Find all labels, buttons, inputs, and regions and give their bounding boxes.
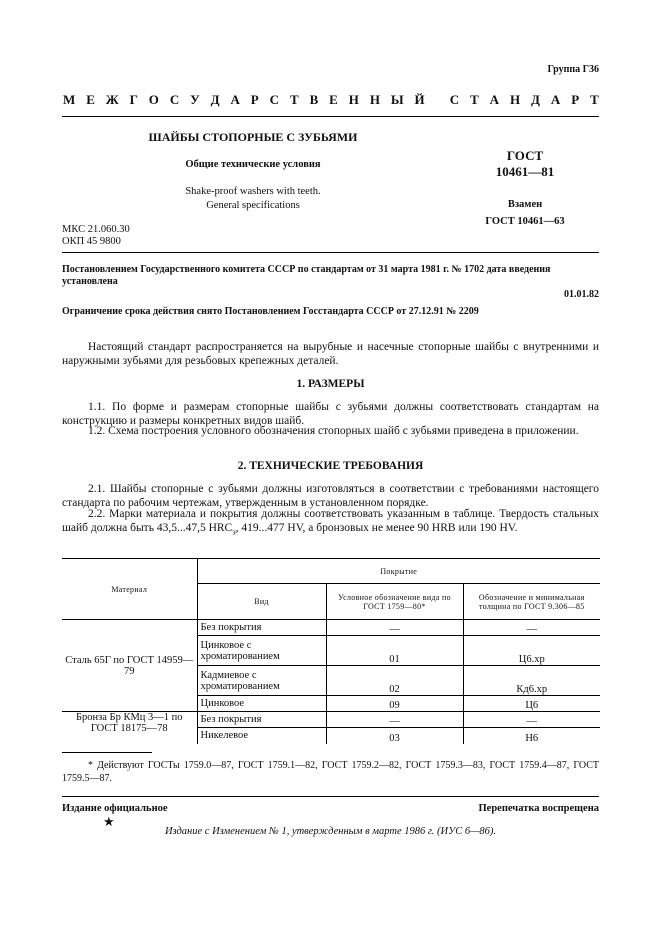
- gost-label: ГОСТ: [506, 148, 544, 163]
- coating-designation: 01: [326, 636, 463, 666]
- coating-kind: Цинковое: [197, 696, 326, 712]
- star-icon: ★: [103, 814, 115, 829]
- banner-letter: С: [169, 92, 180, 107]
- document-subtitle: Общие технические условия: [185, 159, 321, 170]
- document-title: ШАЙБЫ СТОПОРНЫЕ С ЗУБЬЯМИ: [148, 130, 358, 144]
- banner-letter: А: [550, 92, 561, 107]
- banner-letter: Н: [369, 92, 380, 107]
- banner-gap: [436, 92, 439, 108]
- banner-letter: Р: [250, 92, 259, 107]
- paragraph-2-2-text: , 419...477 HV, а бронзовых не менее 90 HRB или 190 HV.: [235, 521, 518, 534]
- divider: [62, 252, 599, 253]
- paragraph-2-1: 2.1. Шайбы стопорные с зубьями должны изготовляться в соответствии с требованиями настоящего стандарта по рабочим чертежам, утвержденным в установленном порядке.: [62, 483, 599, 509]
- coating-kind: Без покрытия: [197, 620, 326, 636]
- banner-letter: Н: [348, 92, 359, 107]
- official-edition: Издание официальное: [62, 803, 168, 814]
- table-row: [62, 712, 600, 728]
- paragraph-2-2-text: 2.2. Марки материала и покрытия должны соответствовать указанным в таблице. Твердость стальных шайб должна быть 43,5...47,5 HRC: [62, 508, 599, 534]
- banner-letter: М: [63, 92, 76, 107]
- coating-designation: —: [326, 712, 463, 728]
- coating-thickness: Н6: [463, 728, 600, 744]
- replaced-label: Взамен: [507, 199, 543, 210]
- table-row: [62, 620, 600, 636]
- coating-designation: 09: [326, 696, 463, 712]
- header-material: Материал: [62, 559, 197, 620]
- header-rule: [62, 116, 599, 117]
- coating-kind: Цинковое с хроматированием: [197, 636, 326, 666]
- coating-kind: Кадмиевое с хроматированием: [197, 666, 326, 696]
- banner-letter: Т: [590, 92, 599, 107]
- header-designation: Условное обозначение вида по ГОСТ 1759—80*: [326, 584, 463, 620]
- paragraph-1-1: 1.1. По форме и размерам стопорные шайбы с зубьями должны соответствовать стандартам на конструкцию и размеры конкретных видов шайб.: [62, 401, 599, 427]
- banner-letter: У: [190, 92, 200, 107]
- coating-kind: Никелевое: [197, 728, 326, 744]
- coating-designation: 03: [326, 728, 463, 744]
- header-coating: Покрытие: [197, 559, 600, 584]
- section-2-title: 2. ТЕХНИЧЕСКИЕ ТРЕБОВАНИЯ: [237, 460, 424, 472]
- coating-thickness: Ц6: [463, 696, 600, 712]
- english-title-line: General specifications: [206, 200, 300, 211]
- standard-banner: [63, 92, 599, 108]
- edition-note: Издание с Изменением № 1, утвержденным в марте 1986 г. (ИУС 6—86).: [164, 826, 497, 837]
- banner-letter: Й: [414, 92, 425, 107]
- section-1-title: 1. РАЗМЕРЫ: [296, 378, 365, 390]
- coating-kind: Без покрытия: [197, 712, 326, 728]
- mks-code: МКС 21.060.30: [62, 224, 130, 235]
- english-title: [62, 185, 444, 213]
- banner-letter: С: [269, 92, 280, 107]
- banner-letter: В: [309, 92, 319, 107]
- hardness-subscript: э: [232, 526, 236, 536]
- coating-designation: 02: [326, 666, 463, 696]
- coating-designation: —: [326, 620, 463, 636]
- footer-rule: [62, 796, 599, 797]
- replaced-standard: [450, 196, 600, 230]
- banner-letter: Т: [289, 92, 299, 107]
- english-title-line: Shake-proof washers with teeth.: [185, 186, 321, 197]
- classification-codes: [62, 224, 130, 248]
- replaced-gost: ГОСТ 10461—63: [485, 216, 565, 227]
- banner-letter: Д: [531, 92, 540, 107]
- gost-designation: [450, 148, 600, 180]
- paragraph-1-2: 1.2. Схема построения условного обозначения стопорных шайб с зубьями приведена в приложении.: [88, 425, 579, 437]
- footnote: * Действуют ГОСТы 1759.0—87, ГОСТ 1759.1—82, ГОСТ 1759.2—82, ГОСТ 1759.3—83, ГОСТ 1759.4—87, ГОСТ 1759.5—87.: [62, 760, 599, 784]
- banner-letter: Е: [329, 92, 338, 107]
- introduction-date: 01.01.82: [564, 289, 599, 300]
- header-thickness: Обозначение и минимальная толщина по ГОСТ 9.306—85: [463, 584, 600, 620]
- coating-thickness: Ц6.хр: [463, 636, 600, 666]
- banner-letter: Р: [571, 92, 580, 107]
- material-bronze: Бронза Бр КМц 3—1 по ГОСТ 18175—78: [62, 712, 197, 744]
- okp-code: ОКП 45 9800: [62, 236, 121, 247]
- coating-thickness: —: [463, 620, 600, 636]
- limit-text: Ограничение срока действия снято Постановлением Госстандарта СССР от 27.12.91 № 2209: [62, 306, 479, 317]
- reprint-prohibited: Перепечатка воспрещена: [478, 803, 599, 814]
- paragraph-2-2: [62, 508, 599, 538]
- gost-number: 10461—81: [495, 164, 555, 179]
- coating-thickness: —: [463, 712, 600, 728]
- intro-paragraph: Настоящий стандарт распространяется на вырубные и насечные стопорные шайбы с внутренними и наружными зубьями для резьбовых крепежных деталей.: [62, 341, 599, 367]
- material-steel: Сталь 65Г по ГОСТ 14959—79: [62, 620, 197, 712]
- banner-letter: Г: [129, 92, 138, 107]
- banner-letter: А: [489, 92, 500, 107]
- banner-letter: Ж: [105, 92, 119, 107]
- banner-letter: Н: [509, 92, 521, 107]
- banner-letter: Т: [470, 92, 479, 107]
- header-kind: Вид: [197, 584, 326, 620]
- banner-letter: С: [449, 92, 460, 107]
- banner-letter: Е: [86, 92, 95, 107]
- group-code: Группа Г36: [547, 64, 599, 75]
- coating-thickness: Кд6.хр: [463, 666, 600, 696]
- decree-text: Постановлением Государственного комитета СССР по стандартам от 31 марта 1981 г. № 1702 дата введения установлена: [62, 264, 551, 287]
- materials-table: [62, 558, 600, 744]
- banner-letter: А: [230, 92, 240, 107]
- footnote-rule: [62, 752, 152, 753]
- banner-letter: Д: [210, 92, 220, 107]
- banner-letter: Ы: [390, 92, 404, 107]
- banner-letter: О: [148, 92, 159, 107]
